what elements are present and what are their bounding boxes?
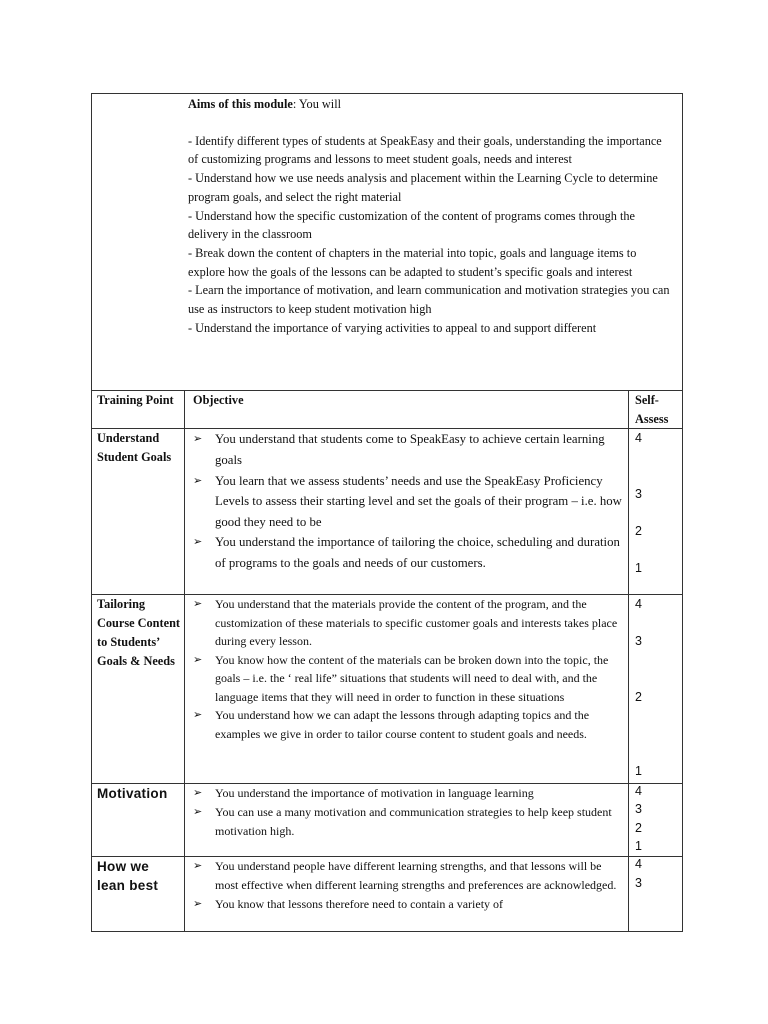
- module-table: [91, 93, 683, 932]
- score-option: 2: [634, 524, 642, 539]
- list-item: ➢ You understand the importance of motivation in language learning: [215, 784, 624, 803]
- table-row: [92, 595, 683, 784]
- score-option: 3: [634, 802, 642, 817]
- arrowhead-bullet-icon: ➢: [193, 806, 203, 819]
- arrowhead-bullet-icon: ➢: [193, 898, 203, 911]
- score-option: 3: [634, 634, 642, 649]
- list-item: ➢ You understand the importance of tailoring the choice, scheduling and duration of programs to the goals and needs of our customers.: [215, 532, 624, 573]
- self-assess-cell: [628, 595, 682, 784]
- aim-item: - Break down the content of chapters in the material into topic, goals and language items to explore how the goals of the lessons can be adapted to student’s specific goals and interest: [188, 245, 637, 279]
- arrowhead-bullet-icon: ➢: [193, 598, 203, 611]
- score-option: 1: [634, 839, 642, 854]
- header-objective: Objective: [185, 391, 629, 429]
- score-option: 2: [634, 821, 642, 836]
- training-point: Motivation: [92, 784, 185, 857]
- list-item: ➢ You understand that the materials provide the content of the program, and the customization of these materials to specific customer goals and interests takes place during every lesson.: [193, 597, 618, 649]
- arrowhead-bullet-icon: ➢: [193, 787, 203, 800]
- table-row: [92, 857, 683, 932]
- score-option: 4: [634, 431, 642, 446]
- training-point: How we lean best: [92, 857, 185, 932]
- aim-item: - Understand how we use needs analysis and placement within the Learning Cycle to determine program goals, and select the right material: [188, 171, 658, 204]
- list-item: ➢ You learn that we assess students’ needs and use the SpeakEasy Proficiency Levels to assess their starting level and set the goals of their program – i.e. how good they need to be: [215, 471, 624, 533]
- score-option: 1: [634, 561, 642, 576]
- aims-title: Aims of this module: [188, 97, 293, 111]
- score-option: 2: [634, 690, 642, 705]
- aims-intro: : You will: [292, 97, 342, 111]
- module-document: [91, 93, 683, 932]
- objective-cell: [185, 857, 629, 932]
- score-option: 4: [634, 857, 642, 872]
- table-row: [92, 784, 683, 857]
- aims-cell: [92, 94, 683, 391]
- self-assess-cell: [628, 784, 682, 857]
- arrowhead-bullet-icon: ➢: [193, 860, 203, 873]
- training-point: Tailoring Course Content to Students’ Goals & Needs: [92, 595, 185, 784]
- score-option: 3: [634, 487, 642, 502]
- arrowhead-bullet-icon: ➢: [193, 653, 203, 666]
- table-header-row: [92, 391, 683, 429]
- aims-section: [92, 94, 682, 337]
- aims-row: [92, 94, 683, 391]
- aim-item: - Understand the importance of varying activities to appeal to and support different: [188, 320, 597, 335]
- list-item: ➢ You can use a many motivation and communication strategies to help keep student motivation high.: [193, 805, 612, 839]
- self-assess-cell: [628, 429, 682, 595]
- list-item: ➢ You understand people have different learning strengths, and that lessons will be most effective when different learning strengths and preferences are acknowledged.: [193, 859, 617, 893]
- objective-cell: [185, 429, 629, 595]
- list-item: ➢ You understand that students come to SpeakEasy to achieve certain learning goals: [215, 429, 624, 470]
- header-self-assess: Self-Assess: [628, 391, 682, 429]
- arrowhead-bullet-icon: ➢: [193, 709, 203, 722]
- list-item: ➢ You understand how we can adapt the lessons through adapting topics and the examples we give in order to tailor course content to student goals and needs.: [193, 708, 590, 741]
- score-option: 3: [634, 876, 642, 891]
- aim-item: - Identify different types of students at SpeakEasy and their goals, understanding the importance of customizing programs and lessons to meet student goals, needs and interest: [188, 133, 662, 167]
- arrowhead-bullet-icon: ➢: [193, 474, 203, 487]
- arrowhead-bullet-icon: ➢: [193, 433, 203, 446]
- header-training-point: Training Point: [92, 391, 185, 429]
- score-option: 4: [634, 784, 642, 799]
- list-item: ➢ You know that lessons therefore need to contain a variety of: [215, 895, 624, 914]
- table-row: [92, 429, 683, 595]
- training-point: Understand Student Goals: [92, 429, 185, 595]
- objective-cell: [185, 784, 629, 857]
- objective-cell: [185, 595, 629, 784]
- score-option: 4: [634, 597, 642, 612]
- score-option: 1: [634, 764, 642, 779]
- aim-item: - Learn the importance of motivation, and learn communication and motivation strategies you can use as instructors to keep student motivation high: [188, 283, 670, 317]
- list-item: ➢ You know how the content of the materials can be broken down into the topic, the goals – i.e. the ‘ real life” situations that students will need to deal with, and the language items that they will need in order to function in these situations: [193, 652, 609, 704]
- self-assess-cell: [628, 857, 682, 932]
- arrowhead-bullet-icon: ➢: [193, 536, 203, 549]
- aim-item: - Understand how the specific customization of the content of programs comes through the delivery in the classroom: [188, 208, 636, 242]
